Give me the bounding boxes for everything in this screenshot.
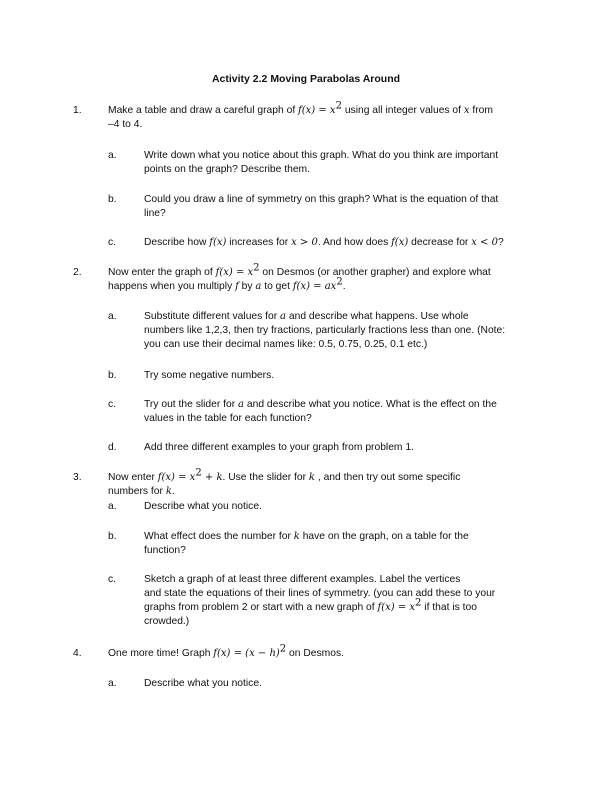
problem-1b-letter: b.	[108, 194, 117, 205]
problem-1c-text: Describe how f(x) increases for x > 0. And how does f(x) decrease for x < 0?	[144, 237, 504, 248]
problem-2a-letter: a.	[108, 311, 117, 322]
problem-1-text: Make a table and draw a careful graph of $f(x) = x^2$ using all integer values of x from –4 to 4.	[108, 100, 493, 130]
problem-4-number: 4.	[73, 648, 82, 659]
problem-4a-letter: a.	[108, 678, 117, 689]
problem-2-number: 2.	[73, 267, 82, 278]
problem-2a-text: Substitute different values for a and describe what happens. Use whole numbers like 1,2,3, then try fractions, particularly fractions less than one. (Note: you can use their decimal names like: 0.5, 0.75, 0.25, 0.1 etc.)	[144, 311, 506, 350]
problem-2-text: Now enter the graph of $f(x) = x^2$ on Desmos (or another grapher) and explore what happens when you multiply f by a to get $f(x) = ax^2$.	[108, 262, 491, 292]
page-title: Activity 2.2 Moving Parabolas Around	[211, 73, 401, 85]
problem-2b-text: Try some negative numbers.	[144, 370, 275, 381]
problem-3-number: 3.	[73, 472, 82, 483]
problem-2c-letter: c.	[108, 399, 117, 410]
problem-2c-text: Try out the slider for a and describe what you notice. What is the effect on the values in the table for each function?	[144, 399, 497, 424]
problem-3c-letter: c.	[108, 574, 117, 585]
problem-3a-text: Describe what you notice.	[144, 501, 262, 512]
problem-3b-text: What effect does the number for k have on the graph, on a table for the function?	[144, 531, 469, 556]
problem-2b-letter: b.	[108, 370, 117, 381]
problem-3a-letter: a.	[108, 501, 117, 512]
problem-1b-text: Could you draw a line of symmetry on this graph? What is the equation of that line?	[144, 194, 499, 219]
problem-2d-text: Add three different examples to your graph from problem 1.	[144, 442, 414, 453]
problem-3c-text: Sketch a graph of at least three different examples. Label the vertices and state the equations of their lines of symmetry. (you can add these to your graphs from problem 2 or start with a new graph of $f(x) = x^2$ if that is too crowded.)	[144, 574, 496, 627]
problem-1c-letter: c.	[108, 237, 117, 248]
problem-3-text: Now enter $f(x) = x^2 + k$. Use the slider for k , and then try out some specific numbers for k.	[108, 467, 461, 497]
problem-4a-text: Describe what you notice.	[144, 678, 262, 689]
problem-1a-text: Write down what you notice about this graph. What do you think are important points on the graph? Describe them.	[144, 150, 499, 175]
problem-4-text: One more time! Graph $f(x) = (x - h)^2$ on Desmos.	[108, 643, 344, 659]
problem-1a-letter: a.	[108, 150, 117, 161]
problem-1-number: 1.	[73, 105, 82, 116]
problem-2d-letter: d.	[108, 442, 117, 453]
problem-3b-letter: b.	[108, 531, 117, 542]
